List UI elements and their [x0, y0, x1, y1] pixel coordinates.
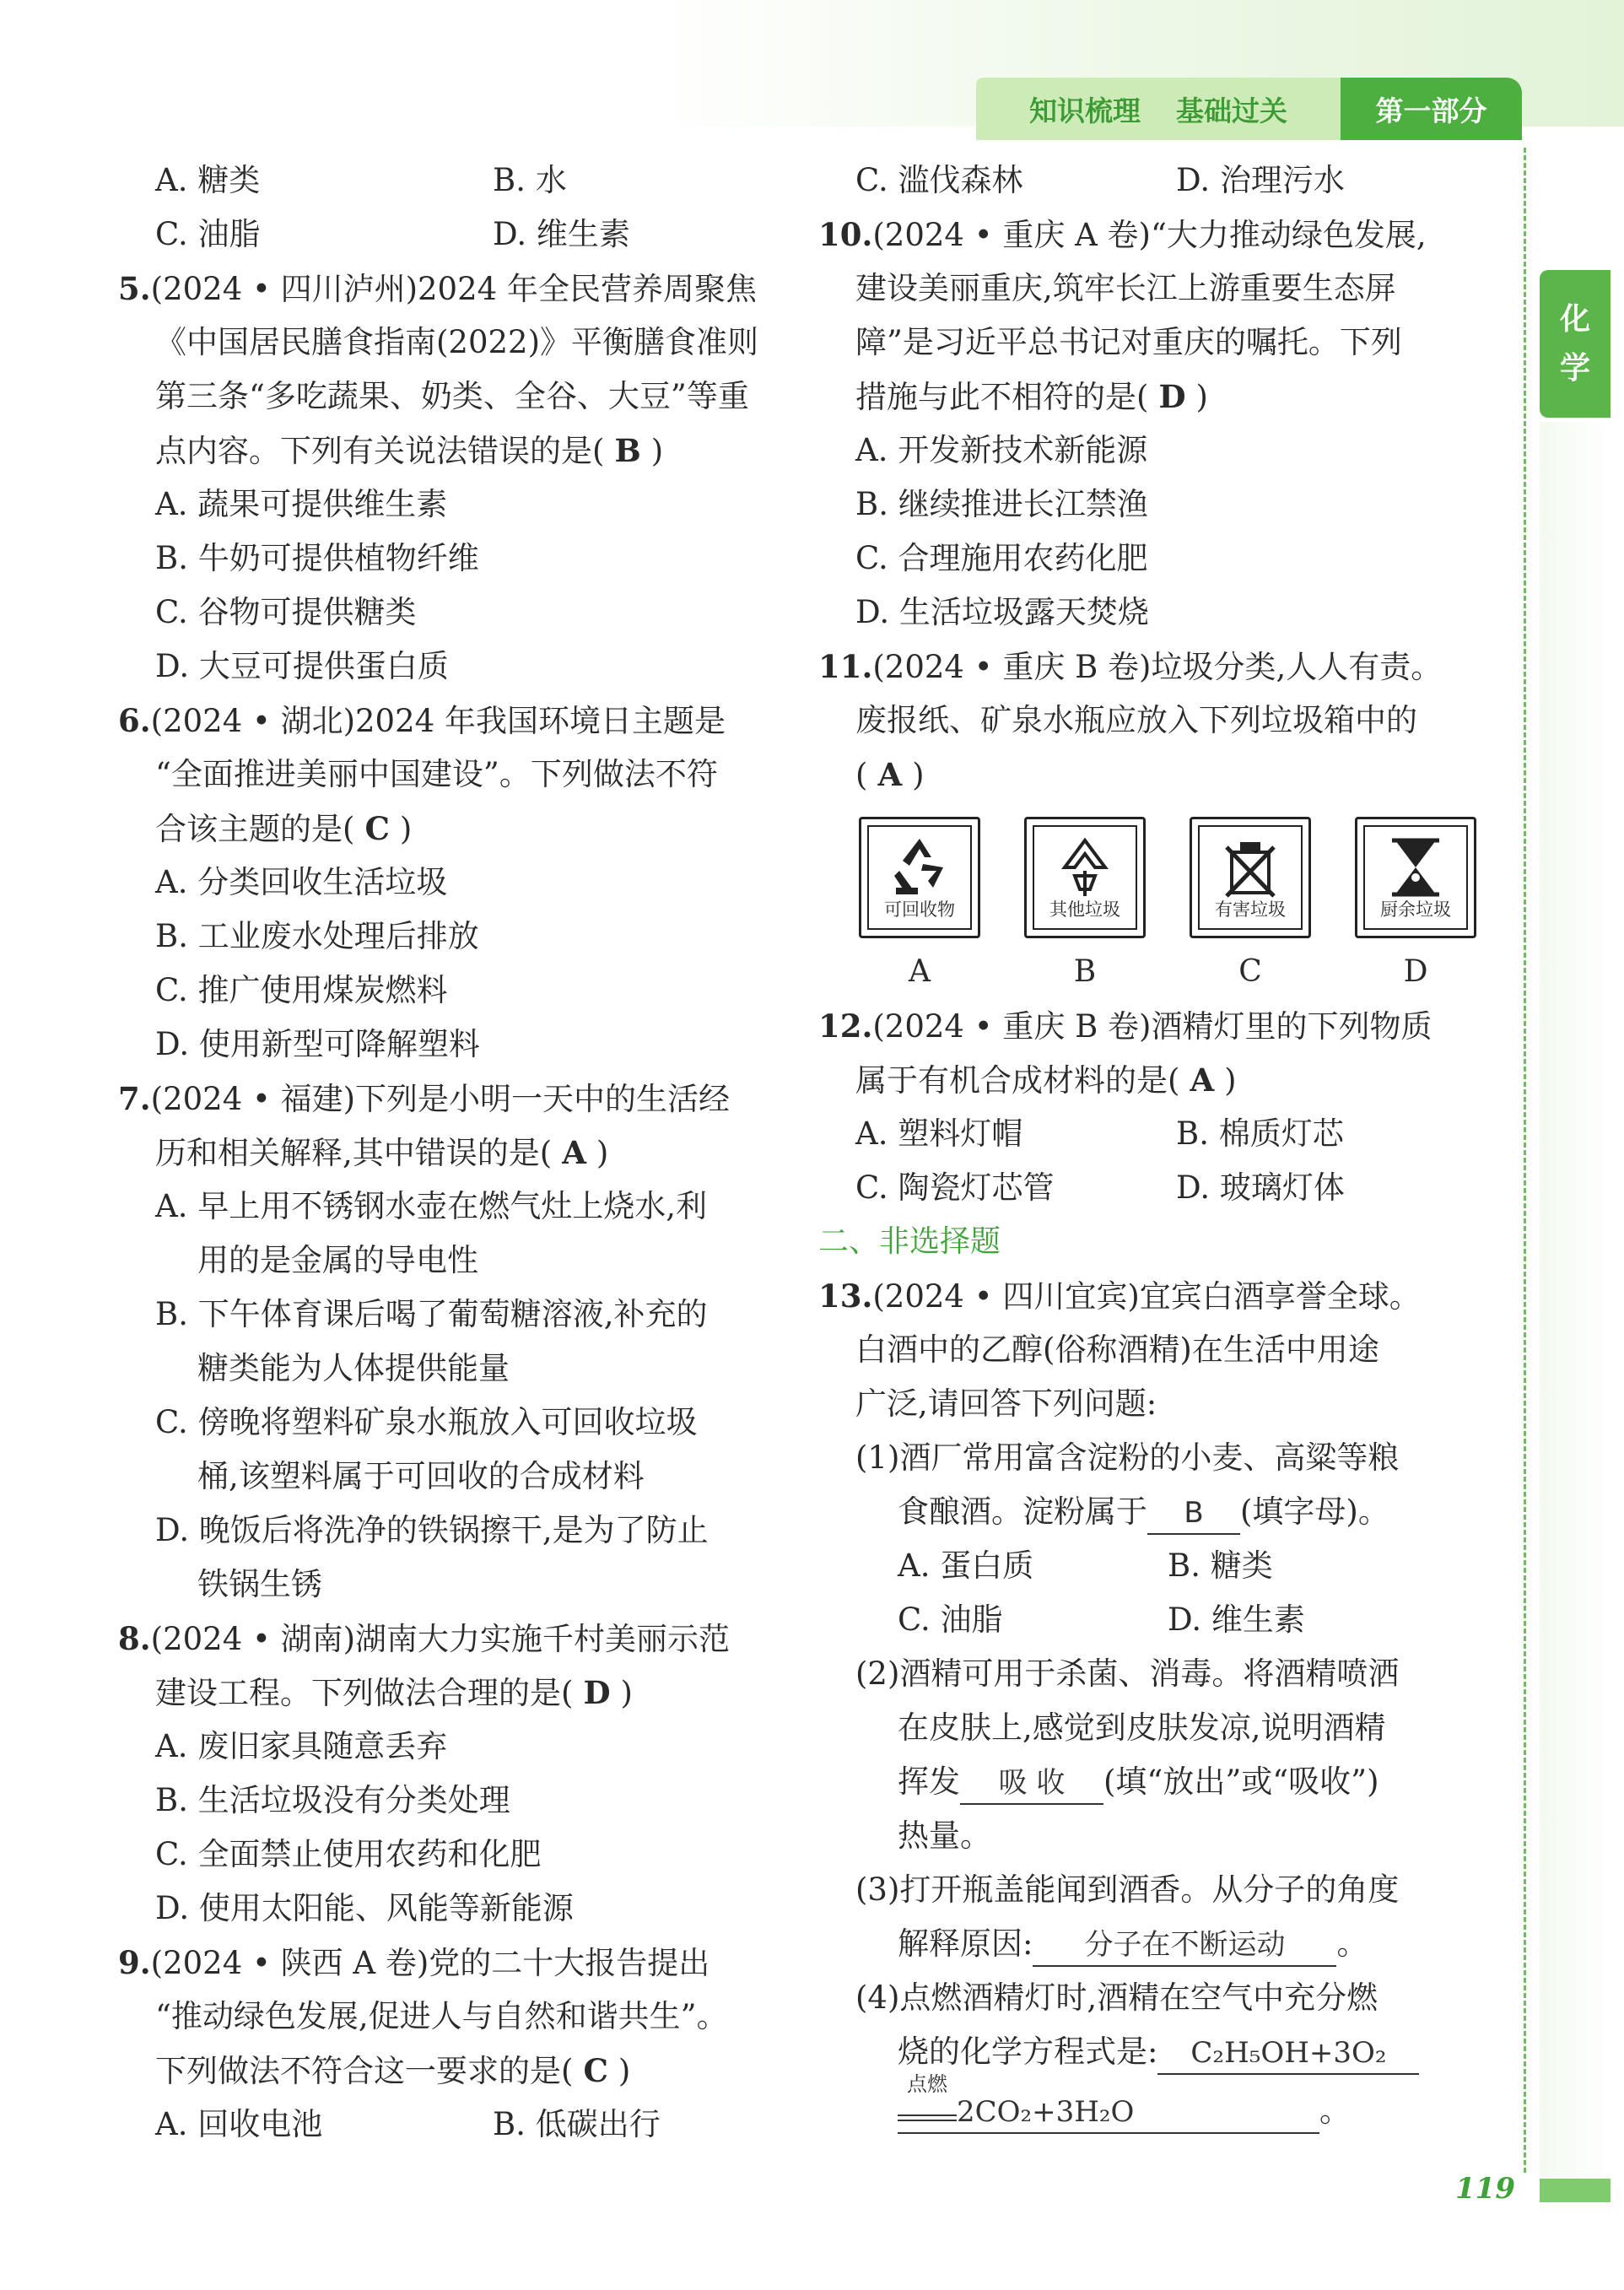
q8-option-d: D. 使用太阳能、风能等新能源 — [155, 1890, 574, 1926]
q8-option-a: A. 废旧家具随意丢弃 — [155, 1728, 448, 1764]
header-tab-light — [976, 78, 1341, 140]
q9-line1 — [118, 1936, 785, 1990]
q10-option-d: D. 生活垃圾露天焚烧 — [855, 594, 1149, 630]
bin-recyclable-frame — [867, 825, 972, 930]
q13-part1-text: 食酿酒。淀粉属于 — [898, 1493, 1147, 1530]
q9-option-c: C. 滥伐森林 — [855, 162, 1023, 198]
q10-line3: 障”是习近平总书记对重庆的嘱托。下列 — [855, 324, 1402, 360]
q7-option-d-line1: D. 晚饭后将洗净的铁锅擦干,是为了防止 — [155, 1512, 709, 1548]
q7-option-a-line1: A. 早上用不锈钢水壶在燃气灶上烧水,利 — [155, 1188, 708, 1224]
q13-part2-answer: 吸 收 — [960, 1763, 1103, 1805]
q10-line4 — [818, 370, 1493, 424]
q13-part2-line3 — [818, 1755, 1493, 1809]
q13-part3-end: 。 — [1336, 1925, 1368, 1962]
hazardous-waste-icon — [1215, 834, 1286, 901]
q13-part3-answer: 分子在不断运动 — [1033, 1925, 1336, 1967]
subject-char-2: 学 — [1559, 350, 1590, 386]
bin-other — [1024, 817, 1146, 938]
q9-option-d: D. 治理污水 — [1176, 162, 1345, 198]
bin-label-other: 其他垃圾 — [1049, 899, 1120, 920]
q12-answer: A — [1190, 1061, 1215, 1099]
ignite-label: 点燃 — [907, 2072, 947, 2096]
q7-option-c-line1: C. 傍晚将塑料矿泉水瓶放入可回收垃圾 — [155, 1404, 698, 1440]
q13-part1-option-c: C. 油脂 — [898, 1601, 1003, 1638]
q12-line1 — [818, 999, 1493, 1053]
q12-line2 — [818, 1053, 1493, 1107]
section-title-non-choice: 二、非选择题 — [818, 1224, 1001, 1259]
q13-part1-option-d: D. 维生素 — [1168, 1601, 1305, 1638]
bin-letter-d: D — [1403, 954, 1428, 989]
q4-option-b: B. 水 — [493, 162, 567, 198]
side-strip — [1540, 422, 1611, 2177]
q12-options-row2 — [818, 1161, 1493, 1215]
q11-answer: A — [877, 756, 903, 793]
bin-letters — [818, 945, 1493, 999]
q9-option-b: B. 低碳出行 — [493, 2106, 661, 2142]
q11-open: ( — [855, 757, 868, 793]
q7-number: 7. — [118, 1080, 151, 1117]
q13-part3-text: 解释原因: — [898, 1925, 1033, 1962]
bin-letter-b: B — [1073, 954, 1097, 989]
q4-option-d: D. 维生素 — [493, 216, 630, 252]
bin-recyclable — [859, 817, 980, 938]
q10-line2: 建设美丽重庆,筑牢长江上游重要生态屏 — [855, 270, 1396, 306]
q9-number: 9. — [118, 1944, 151, 1981]
q13-line3: 广泛,请回答下列问题: — [855, 1385, 1157, 1422]
header-tab-part: 第一部分 — [1341, 78, 1522, 140]
q5-number: 5. — [118, 270, 151, 307]
q13-line2: 白酒中的乙醇(俗称酒精)在生活中用途 — [855, 1331, 1379, 1368]
q13-part2-text: 挥发 — [898, 1763, 960, 1800]
q7-text1: (2024 • 福建)下列是小明一天中的生活经 — [150, 1081, 731, 1117]
q8-text2: 建设工程。下列做法合理的是( — [155, 1675, 574, 1711]
q5-text4: 点内容。下列有关说法错误的是( — [155, 433, 605, 469]
q13-part4-answer-b-wrap — [898, 2072, 1319, 2134]
q13-line1 — [818, 1269, 1493, 1323]
q13-part2-line4: 热量。 — [898, 1817, 991, 1854]
q10-option-a: A. 开发新技术新能源 — [855, 432, 1148, 468]
q6-close: ) — [399, 811, 413, 847]
header-tabs — [976, 78, 1522, 140]
q12-option-a: A. 塑料灯帽 — [855, 1115, 1023, 1152]
q8-option-b: B. 生活垃圾没有分类处理 — [155, 1782, 510, 1818]
header-tab-knowledge: 知识梳理 — [1029, 94, 1141, 127]
q12-text2: 属于有机合成材料的是( — [855, 1062, 1180, 1099]
q8-line1 — [118, 1612, 785, 1666]
q10-text4: 措施与此不相符的是( — [855, 379, 1149, 415]
q8-answer: D — [583, 1674, 611, 1711]
page-number: 119 — [1455, 2172, 1515, 2206]
q9-line3 — [118, 2044, 785, 2098]
q10-number: 10. — [818, 216, 873, 253]
left-column — [118, 154, 785, 2152]
q11-line3 — [818, 748, 1493, 802]
q5-option-c: C. 谷物可提供糖类 — [155, 594, 417, 630]
q5-option-d: D. 大豆可提供蛋白质 — [155, 648, 449, 684]
q4-options-row1 — [118, 154, 785, 208]
q8-text1: (2024 • 湖南)湖南大力实施千村美丽示范 — [150, 1621, 731, 1657]
q6-option-b: B. 工业废水处理后排放 — [155, 918, 479, 954]
q12-number: 12. — [818, 1007, 873, 1045]
q13-text1: (2024 • 四川宜宾)宜宾白酒享誉全球。 — [872, 1278, 1421, 1315]
q12-option-c: C. 陶瓷灯芯管 — [855, 1169, 1055, 1206]
q13-number: 13. — [818, 1277, 873, 1315]
margin-dashed-line — [1524, 148, 1526, 2173]
bin-label-kitchen: 厨余垃圾 — [1380, 899, 1451, 920]
bin-letter-c: C — [1238, 954, 1262, 989]
q11-line1 — [818, 640, 1493, 694]
q9-options-row1 — [118, 2098, 785, 2152]
q11-line2: 废报纸、矿泉水瓶应放入下列垃圾箱中的 — [855, 702, 1417, 738]
q5-text1: (2024 • 四川泸州)2024 年全民营养周聚焦 — [150, 271, 757, 307]
q4-option-a: A. 糖类 — [155, 162, 261, 198]
q7-close: ) — [596, 1135, 609, 1171]
q10-answer: D — [1158, 378, 1186, 415]
q5-option-b: B. 牛奶可提供植物纤维 — [155, 540, 479, 576]
bin-kitchen-frame — [1363, 825, 1468, 930]
q7-line1 — [118, 1072, 785, 1126]
q10-close: ) — [1195, 379, 1208, 415]
q9-text3: 下列做法不符合这一要求的是( — [155, 2053, 574, 2089]
q12-option-b: B. 棉质灯芯 — [1176, 1115, 1344, 1152]
q13-part1-hint: (填字母)。 — [1240, 1493, 1389, 1530]
q13-part1-line1: (1)酒厂常用富含淀粉的小麦、高粱等粮 — [855, 1439, 1400, 1476]
bin-letter-a: A — [909, 954, 931, 989]
q9-options-row2 — [818, 154, 1493, 208]
q6-option-d: D. 使用新型可降解塑料 — [155, 1026, 480, 1062]
q6-option-a: A. 分类回收生活垃圾 — [155, 864, 448, 900]
q7-option-b-line1: B. 下午体育课后喝了葡萄糖溶液,补充的 — [155, 1296, 708, 1332]
bin-label-recyclable: 可回收物 — [884, 899, 955, 920]
q13-part3-line1: (3)打开瓶盖能闻到酒香。从分子的角度 — [855, 1871, 1400, 1908]
q12-option-d: D. 玻璃灯体 — [1176, 1169, 1345, 1206]
q10-text1: (2024 • 重庆 A 卷)“大力推动绿色发展, — [872, 217, 1427, 253]
q6-line3 — [118, 802, 785, 856]
q11-text1: (2024 • 重庆 B 卷)垃圾分类,人人有责。 — [872, 649, 1443, 685]
q13-part2-line1: (2)酒精可用于杀菌、消毒。将酒精喷洒 — [855, 1655, 1400, 1692]
q6-text3: 合该主题的是( — [155, 811, 355, 847]
q6-option-c: C. 推广使用煤炭燃料 — [155, 972, 448, 1008]
q7-option-d-line2: 铁锅生锈 — [197, 1566, 322, 1602]
q9-answer: C — [583, 2052, 608, 2089]
kitchen-waste-icon — [1380, 834, 1451, 901]
q5-option-a: A. 蔬果可提供维生素 — [155, 486, 448, 522]
waste-bin-icons — [818, 817, 1493, 945]
q12-close: ) — [1224, 1062, 1237, 1099]
q13-part4-line1: (4)点燃酒精灯时,酒精在空气中充分燃 — [855, 1979, 1379, 2016]
q6-number: 6. — [118, 702, 151, 739]
q11-close: ) — [912, 757, 925, 793]
q9-close: ) — [618, 2053, 631, 2089]
q6-text1: (2024 • 湖北)2024 年我国环境日主题是 — [150, 703, 726, 739]
q13-part1-options-row2 — [818, 1593, 1493, 1647]
q8-option-c: C. 全面禁止使用农药和化肥 — [155, 1836, 542, 1872]
q13-part2-line2: 在皮肤上,感觉到皮肤发凉,说明酒精 — [898, 1709, 1386, 1746]
q13-part4-end: 。 — [1319, 2093, 1351, 2129]
q5-line1 — [118, 262, 785, 316]
q13-part1-line2 — [818, 1485, 1493, 1539]
bin-kitchen — [1355, 817, 1476, 938]
bin-hazardous-frame — [1198, 825, 1303, 930]
q7-line2 — [118, 1126, 785, 1180]
q4-options-row2 — [118, 208, 785, 262]
q13-part4-answer-b: 2CO₂+3H₂O — [957, 2095, 1135, 2129]
q5-line3: 第三条“多吃蔬果、奶类、全谷、大豆”等重 — [155, 378, 749, 414]
q5-line4 — [118, 424, 785, 478]
q5-answer: B — [614, 432, 641, 469]
q13-part4-text: 烧的化学方程式是: — [898, 2033, 1158, 2070]
q13-part4-line3 — [818, 2072, 1493, 2143]
q13-part1-option-b: B. 糖类 — [1168, 1547, 1273, 1584]
q7-option-b-line2: 糖类能为人体提供能量 — [197, 1350, 510, 1386]
q6-line1 — [118, 694, 785, 748]
q9-line2: “推动绿色发展,促进人与自然和谐共生”。 — [155, 1998, 728, 2034]
q10-option-c: C. 合理施用农药化肥 — [855, 540, 1148, 576]
q13-part4-answer-a: C₂H₅OH+3O₂ — [1157, 2033, 1419, 2075]
q6-answer: C — [364, 810, 390, 847]
reaction-condition — [898, 2072, 957, 2121]
q6-line2: “全面推进美丽中国建设”。下列做法不符 — [155, 756, 718, 792]
q13-part3-line2 — [818, 1917, 1493, 1971]
subject-char-1: 化 — [1559, 301, 1590, 337]
recycle-icon — [884, 834, 955, 901]
right-column — [818, 154, 1493, 2143]
q9-option-a: A. 回收电池 — [155, 2106, 323, 2142]
q5-close: ) — [650, 433, 664, 469]
q12-options-row1 — [818, 1107, 1493, 1161]
equals-bar — [898, 2114, 957, 2121]
header-tab-basic: 基础过关 — [1176, 94, 1287, 127]
q9-text1: (2024 • 陕西 A 卷)党的二十大报告提出 — [150, 1945, 710, 1981]
page-number-bar — [1540, 2179, 1611, 2202]
q13-part1-answer: B — [1147, 1493, 1240, 1535]
q8-number: 8. — [118, 1620, 151, 1657]
q11-number: 11. — [818, 648, 873, 685]
bin-label-hazardous: 有害垃圾 — [1215, 899, 1286, 920]
q8-close: ) — [620, 1675, 633, 1711]
q13-part1-option-a: A. 蛋白质 — [898, 1547, 1034, 1584]
bin-hazardous — [1190, 817, 1311, 938]
q13-part1-options-row1 — [818, 1539, 1493, 1593]
q10-option-b: B. 继续推进长江禁渔 — [855, 486, 1148, 522]
other-waste-icon — [1049, 834, 1120, 901]
q7-answer: A — [562, 1134, 586, 1171]
q5-line2: 《中国居民膳食指南(2022)》平衡膳食准则 — [155, 324, 759, 360]
q7-option-c-line2: 桶,该塑料属于可回收的合成材料 — [197, 1458, 645, 1494]
subject-side-tab — [1540, 270, 1611, 418]
q7-option-a-line2: 用的是金属的导电性 — [197, 1242, 478, 1278]
q10-line1 — [818, 208, 1493, 262]
q8-line2 — [118, 1666, 785, 1720]
q12-text1: (2024 • 重庆 B 卷)酒精灯里的下列物质 — [872, 1008, 1432, 1045]
bin-other-frame — [1033, 825, 1137, 930]
q7-text2: 历和相关解释,其中错误的是( — [155, 1135, 553, 1171]
q4-option-c: C. 油脂 — [155, 216, 261, 252]
q13-part2-hint: (填“放出”或“吸收”) — [1103, 1763, 1379, 1800]
